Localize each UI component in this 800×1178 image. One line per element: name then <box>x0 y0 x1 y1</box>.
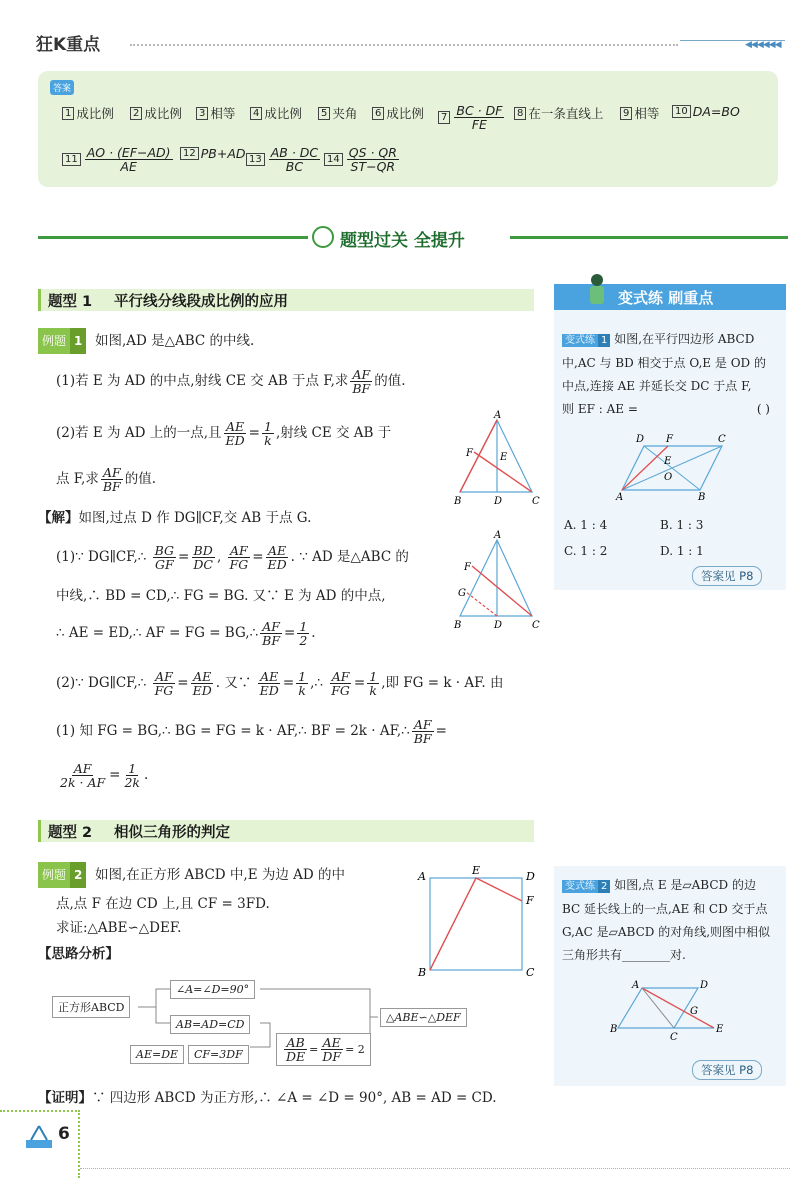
footer-rule <box>80 1168 790 1169</box>
section-rule-right <box>510 236 788 239</box>
svg-text:F: F <box>466 448 473 459</box>
header-logo: 狂K重点 <box>36 35 101 55</box>
sidebar-ex1-options <box>564 512 774 564</box>
example1-tag: 例题 <box>38 328 70 354</box>
topic2-banner <box>38 820 534 842</box>
svg-text:E: E <box>716 1024 724 1035</box>
answer-item: 5 夹角 <box>318 104 357 122</box>
svg-text:E: E <box>664 456 672 467</box>
example2-stem-cont: 点,点 F 在边 CD 上,且 CF = 3FD. <box>56 896 270 912</box>
flow-ratio: $\frac{AB}{DE}$ = $\frac{AE}{DF}$ = 2 <box>276 1033 371 1066</box>
svg-text:B: B <box>698 492 706 502</box>
svg-text:C: C <box>532 496 540 507</box>
svg-text:D: D <box>526 870 535 883</box>
answer-item: 8 在一条直线上 <box>514 104 603 122</box>
svg-text:D: D <box>700 980 709 991</box>
svg-text:D: D <box>494 496 503 507</box>
solution-step1-end: ∴ AE = ED,∴ AF = FG = BG,∴ $\frac{AF}{BF}$ = $\frac{1}{2}$ . <box>56 619 316 648</box>
option-d[interactable]: D. 1 : 1 <box>660 544 704 558</box>
answer-item: 7 $\frac{BC \cdot DF}{FE}$ <box>438 104 506 131</box>
svg-text:F: F <box>666 434 673 445</box>
topic2-label: 题型 2 <box>48 825 93 841</box>
svg-text:C: C <box>532 620 540 631</box>
svg-text:B: B <box>454 620 462 631</box>
option-b[interactable]: B. 1 : 3 <box>660 518 704 532</box>
flow-cf: CF=3DF <box>188 1045 249 1064</box>
answer-item: 12 PB+AD <box>180 146 246 161</box>
answer-item: 3 相等 <box>196 104 235 122</box>
sidebar-person-icon <box>584 272 610 306</box>
sidebar-ex1-figure <box>612 432 732 502</box>
answer-item: 10 DA=BO <box>672 104 740 119</box>
answer-item: 1 成比例 <box>62 104 114 122</box>
svg-text:G: G <box>458 588 466 599</box>
svg-text:A: A <box>632 980 640 991</box>
example1-stem: 例题 1 如图,AD 是△ABC 的中线. <box>38 328 254 354</box>
topic2-title: 相似三角形的判定 <box>114 825 230 841</box>
example1-q2: (2)若 E 为 AD 上的一点,且 $\frac{AE}{ED}$ = $\frac{1}{k}$ ,射线 CE 交 AB 于 <box>56 419 392 448</box>
svg-text:F: F <box>464 562 471 573</box>
svg-text:E: E <box>500 452 508 463</box>
option-a[interactable]: A. 1 : 4 <box>564 518 608 532</box>
example1-tag-num: 1 <box>70 328 86 354</box>
header-dotted-line <box>130 44 678 46</box>
answer-item: 11 $\frac{AO \cdot (EF-AD)}{AE}$ <box>62 146 175 173</box>
flow-ae: AE=DE <box>130 1045 184 1064</box>
example1-q1: (1)若 E 为 AD 的中点,射线 CE 交 AB 于点 F,求 $\frac{AF}{BF}$ 的值. <box>56 367 406 396</box>
example2-prove: 求证:△ABE∽△DEF. <box>56 920 182 936</box>
example2-figure <box>414 862 544 982</box>
svg-text:A: A <box>418 870 426 883</box>
answer-ref-2[interactable]: 答案见 P8 <box>692 1060 762 1080</box>
sidebar-ex2: 变式练 2 如图,点 E 是▱ABCD 的边 BC 延长线上的一点,AE 和 CD 交于点 G,AC 是▱ABCD 的对角线,则图中相似 三角形共有________对. <box>562 878 771 962</box>
solution-step4: $\frac{AF}{2k \cdot AF}$ = $\frac{1}{2k}$ . <box>60 761 149 790</box>
section-title: 题型过关 全提升 <box>340 231 465 251</box>
solution-step2: (2)∵ DG∥CF,∴ $\frac{AF}{FG}$ = $\frac{AE}{ED}$ . 又∵ $\frac{AE}{ED}$ = $\frac{1}{k}$ ,∴ $\frac{AF}{FG}$ = $\frac{1}{k}$ ,即 FG = k · AF. 由 <box>56 669 504 698</box>
section-icon <box>312 226 334 248</box>
answer-item: 4 成比例 <box>250 104 302 122</box>
answer-item: 14 $\frac{QS \cdot QR}{ST-QR}$ <box>324 146 401 173</box>
sidebar-ex2-figure <box>608 976 738 1046</box>
answer-item: 13 $\frac{AB \cdot DC}{BC}$ <box>246 146 322 173</box>
flow-angles: ∠A=∠D=90° <box>170 980 255 999</box>
sidebar-ex1: 变式练 1 如图,在平行四边形 ABCD 中,AC 与 BD 相交于点 O,E 是 OD 的 中点,连接 AE 并延长交 DC 于点 F, 则 EF : AE = ( ) <box>562 332 770 416</box>
flow-result: △ABE∽△DEF <box>380 1008 467 1027</box>
solution-step1: (1)∵ DG∥CF,∴ $\frac{BG}{GF}$ = $\frac{BD}{DC}$ , $\frac{AF}{FG}$ = $\frac{AE}{ED}$ . ∵ AD 是△ABC 的 <box>56 543 409 572</box>
solution-step3: (1) 知 FG = BG,∴ BG = FG = k · AF,∴ BF = 2k · AF,∴ $\frac{AF}{BF}$ = <box>56 717 447 746</box>
svg-text:G: G <box>690 1006 698 1017</box>
svg-text:C: C <box>526 966 535 979</box>
solution-intro: 【解】如图,过点 D 作 DG∥CF,交 AB 于点 G. <box>38 510 312 526</box>
sidebar-title: 变式练 刷重点 <box>618 289 714 307</box>
answer-label: 答案 <box>50 80 74 95</box>
svg-text:C: C <box>718 434 726 445</box>
svg-text:A: A <box>616 492 624 502</box>
svg-text:F: F <box>526 894 534 907</box>
answer-ref-1[interactable]: 答案见 P8 <box>692 566 762 586</box>
topic1-label: 题型 1 <box>48 294 93 310</box>
fig1-label-a: A <box>494 410 502 421</box>
example2-stem: 例题 2 如图,在正方形 ABCD 中,E 为边 AD 的中 <box>38 862 345 888</box>
example1-q2-cont: 点 F,求 $\frac{AF}{BF}$ 的值. <box>56 465 157 494</box>
example1-figure-2 <box>452 530 542 634</box>
svg-text:A: A <box>494 530 502 541</box>
example1-figure-1 <box>452 410 542 510</box>
svg-text:B: B <box>418 966 427 979</box>
svg-text:B: B <box>610 1024 618 1035</box>
svg-text:O: O <box>664 472 673 483</box>
flowchart-lines <box>130 975 390 1085</box>
answer-item: 9 相等 <box>620 104 659 122</box>
svg-text:C: C <box>670 1032 678 1043</box>
flow-sides: AB=AD=CD <box>170 1015 250 1034</box>
svg-text:B: B <box>454 496 462 507</box>
option-c[interactable]: C. 1 : 2 <box>564 544 608 558</box>
example2-analysis: 【思路分析】 <box>38 946 119 962</box>
example2-proof: 【证明】∵ 四边形 ABCD 为正方形,∴ ∠A = ∠D = 90°, AB = AD = CD. <box>38 1090 497 1106</box>
solution-step1-cont: 中线,∴ BD = CD,∴ FG = BG. 又∵ E 为 AD 的中点, <box>56 588 386 604</box>
svg-text:E: E <box>472 864 481 877</box>
page-number: 6 <box>58 1124 70 1144</box>
header-arrows: ◀◀◀◀◀◀ <box>745 40 781 50</box>
answer-item: 2 成比例 <box>130 104 182 122</box>
compass-icon <box>26 1124 52 1148</box>
answer-item: 6 成比例 <box>372 104 424 122</box>
svg-text:D: D <box>636 434 645 445</box>
svg-text:D: D <box>494 620 503 631</box>
section-rule-left <box>38 236 308 239</box>
flow-square: 正方形ABCD <box>52 996 130 1018</box>
topic1-title: 平行线分线段成比例的应用 <box>114 294 288 310</box>
